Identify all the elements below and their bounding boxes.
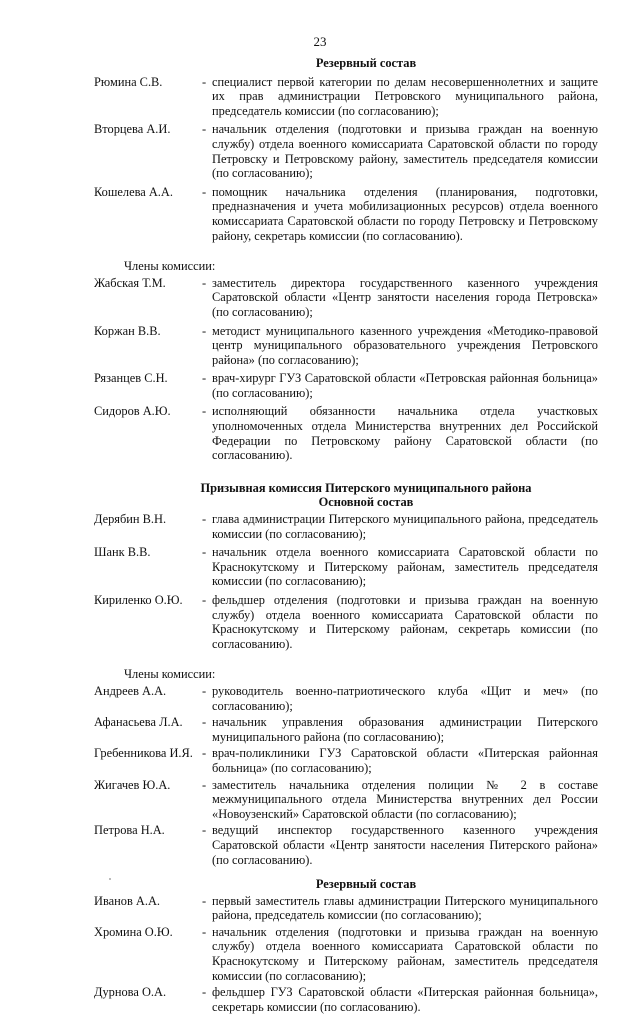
- member-name: Иванов А.А.: [94, 893, 161, 908]
- list-item: [94, 122, 598, 180]
- member-position: фельдшер отделения (подготовки и призыва граждан на военную службу) отдела военного комиссариата Саратовской области по Краснокутскому и Питерскому районам, секретарь комиссии (по согласованию).: [212, 593, 598, 651]
- member-position: начальник отделения (подготовки и призыва граждан на военную службу) отдела военного комиссариата Саратовской области по городу Петровску и Петровскому району, заместитель председателя комиссии (по согласованию);: [212, 122, 598, 181]
- member-position: специалист первой категории по делам несовершеннолетних и защите их прав администрации Петровского муниципального района, председатель комиссии (по согласованию);: [212, 74, 598, 118]
- dash: -: [202, 74, 207, 89]
- member-position: заместитель начальника отделения полиции № 2 в составе межмуниципального отдела Министерства внутренних дел России «Новоузенский» Саратовской области (по согласованию);: [212, 777, 598, 821]
- list-item: [94, 925, 598, 983]
- member-name: Жигачев Ю.А.: [94, 777, 171, 792]
- member-name: Гребенникова И.Я.: [94, 746, 193, 761]
- members-label: Члены комиссии:: [124, 667, 216, 682]
- member-position: глава администрации Питерского муниципального района, председатель комиссии (по согласованию);: [212, 512, 598, 541]
- member-position: руководитель военно-патриотического клуба «Щит и меч» (по согласованию);: [212, 683, 598, 713]
- list-item: [94, 894, 598, 923]
- member-position: помощник начальника отделения (планирования, подготовки, предназначения и учета мобилизационных ресурсов) отдела военного комиссариата Саратовской области по городу Петровску и Петровскому району, секретарь комиссии (по согласованию).: [212, 184, 598, 243]
- dash: -: [202, 985, 207, 1000]
- dash: -: [202, 893, 207, 908]
- members-label: Члены комиссии:: [124, 259, 216, 274]
- list-item: [94, 75, 598, 119]
- dash: -: [202, 924, 207, 939]
- member-name: Рязанцев С.Н.: [94, 371, 168, 386]
- member-position: методист муниципального казенного учреждения «Методико-правовой центр муниципального образовательного учреждения Петровского района» (по согласованию);: [212, 323, 598, 367]
- member-name: Коржан В.В.: [94, 323, 161, 338]
- scan-artifact: [109, 878, 111, 880]
- list-item: [94, 684, 598, 713]
- member-position: первый заместитель главы администрации Питерского муниципального района, председатель комиссии (по согласованию);: [212, 893, 598, 923]
- member-name: Кошелева А.А.: [94, 184, 173, 199]
- member-name: Андреев А.А.: [94, 683, 167, 698]
- dash: -: [202, 184, 207, 199]
- document-body: [94, 56, 598, 1014]
- dash: -: [202, 545, 207, 560]
- member-name: Кириленко О.Ю.: [94, 593, 183, 607]
- list-item: [94, 823, 598, 867]
- member-position: ведущий инспектор государственного казенного учреждения Саратовской области «Центр занятости населения Питерского района» (по согласованию).: [212, 823, 598, 867]
- member-name: Вторцева А.И.: [94, 122, 171, 137]
- list-item: [94, 746, 598, 775]
- dash: -: [202, 512, 207, 527]
- member-position: врач-поликлиники ГУЗ Саратовской области «Питерская районная больница» (по согласованию);: [212, 746, 598, 775]
- list-item: [94, 185, 598, 243]
- section-heading-reserve: Резервный состав: [315, 877, 417, 892]
- member-position: начальник отделения (подготовки и призыва граждан на военную службу) отдела военного комиссариата Саратовской области по Краснокутскому и Питерскому районам, заместитель председателя комиссии (по согласованию);: [212, 924, 598, 983]
- dash: -: [202, 715, 207, 730]
- member-name: Афанасьева Л.А.: [94, 715, 183, 730]
- page-number: 23: [313, 34, 327, 49]
- member-name: Дерябин В.Н.: [94, 512, 167, 527]
- dash: -: [202, 746, 207, 761]
- dash: -: [202, 593, 207, 607]
- dash: -: [202, 122, 207, 137]
- list-item: [94, 371, 598, 400]
- dash: -: [202, 275, 207, 290]
- list-item: [94, 404, 598, 462]
- list-item: [94, 545, 598, 589]
- member-name: Сидоров А.Ю.: [94, 404, 171, 419]
- member-name: Шанк В.В.: [94, 545, 151, 560]
- dash: -: [202, 777, 207, 792]
- section-heading-reserve: Резервный состав: [315, 56, 417, 70]
- member-position: фельдшер ГУЗ Саратовской области «Питерская районная больница», секретарь комиссии (по согласованию).: [212, 985, 598, 1014]
- member-name: Рюмина С.В.: [94, 74, 163, 89]
- member-position: начальник отдела военного комиссариата Саратовской области по Краснокутскому и Питерскому районам, заместитель председателя комиссии (по согласованию);: [212, 545, 598, 589]
- member-position: заместитель директора государственного казенного учреждения Саратовской области «Центр занятости населения города Петровска» (по согласованию);: [212, 275, 598, 319]
- dash: -: [202, 323, 207, 338]
- list-item: [94, 324, 598, 368]
- list-item: [94, 276, 598, 320]
- list-item: [94, 512, 598, 541]
- section-heading-main: Основной состав: [318, 495, 414, 510]
- dash: -: [202, 823, 207, 838]
- member-name: Хромина О.Ю.: [94, 924, 173, 939]
- member-name: Жабская Т.М.: [94, 275, 166, 290]
- list-item: [94, 778, 598, 822]
- list-item: [94, 985, 598, 1014]
- list-item: [94, 593, 598, 651]
- dash: -: [202, 404, 207, 419]
- member-name: Дурнова О.А.: [94, 985, 167, 1000]
- member-position: врач-хирург ГУЗ Саратовской области «Петровская районная больница» (по согласованию);: [212, 371, 598, 400]
- dash: -: [202, 371, 207, 386]
- dash: -: [202, 683, 207, 698]
- member-position: исполняющий обязанности начальника отдела участковых уполномоченных отдела Министерства внутренних дел Российской Федерации по Петровскому району Саратовской области (по согласованию).: [212, 404, 598, 463]
- member-name: Петрова Н.А.: [94, 823, 165, 838]
- section-title: Призывная комиссия Питерского муниципального района: [200, 480, 532, 495]
- member-position: начальник управления образования администрации Питерского муниципального района (по согласованию);: [212, 715, 598, 744]
- list-item: [94, 715, 598, 744]
